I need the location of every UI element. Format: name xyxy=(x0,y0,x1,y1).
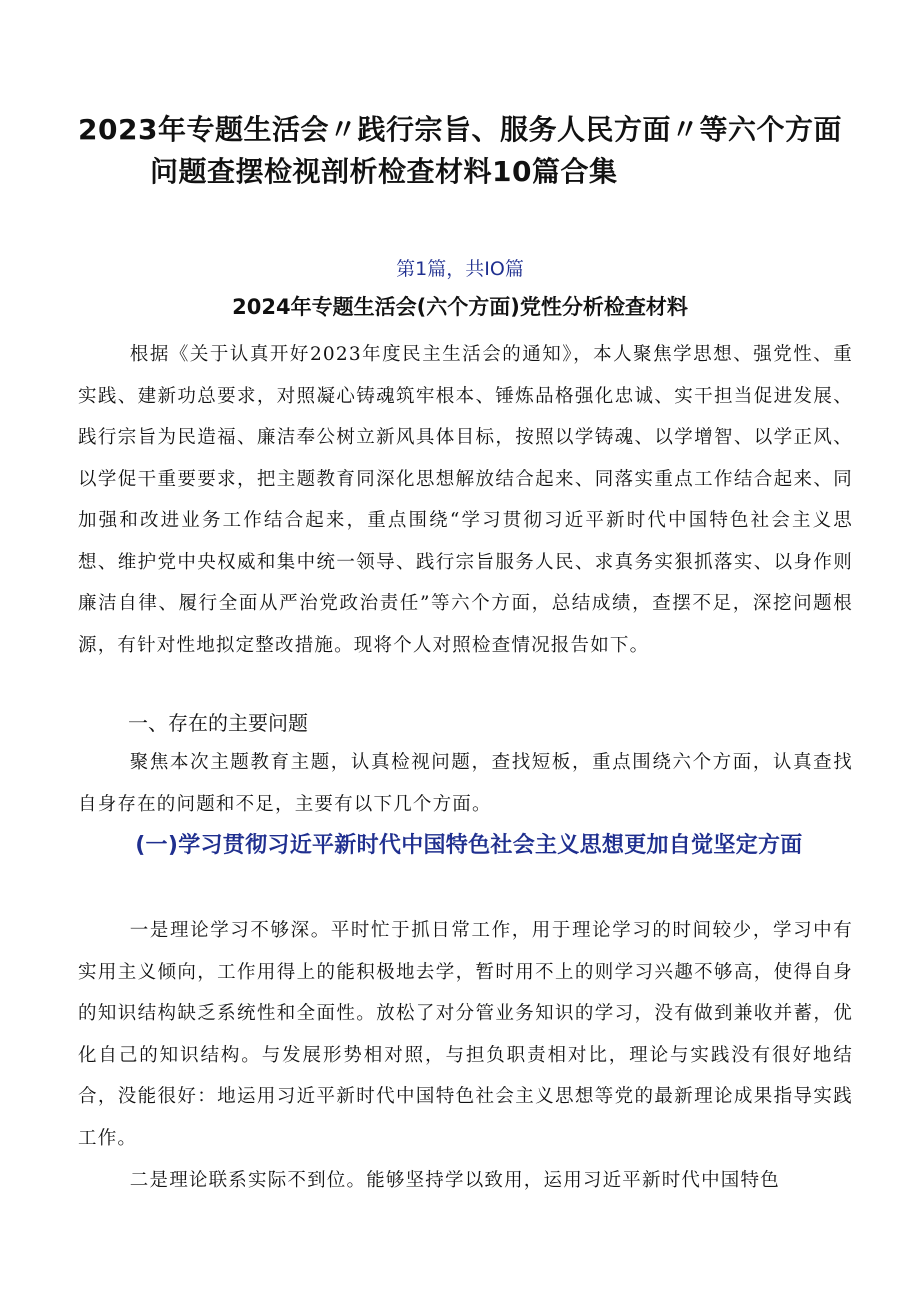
document-title-line-2: 问题查摆检视剖析检查材料10篇合集 xyxy=(150,155,618,188)
article-subtitle: 2024年专题生活会(六个方面)党性分析检查材料 xyxy=(232,295,688,319)
focus-paragraph: 聚焦本次主题教育主题，认真检视问题，查找短板，重点围绕六个方面，认真查找自身存在的问题和不足，主要有以下几个方面。 xyxy=(78,752,853,815)
point-one-paragraph: 一是理论学习不够深。平时忙于抓日常工作，用于理论学习的时间较少，学习中有实用主义倾向，工作用得上的能积极地去学，暂时用不上的则学习兴趣不够高，使得自身的知识结构缺乏系统性和全面性。放松了对分管业务知识的学习，没有做到兼收并蓄，优化自己的知识结构。与发展形势相对照，与担负职责相对比，理论与实践没有很好地结合，没能很好：地运用习近平新时代中国特色社会主义思想等党的最新理论成果指导实践工作。 xyxy=(78,920,853,1149)
subsection-heading: (一)学习贯彻习近平新时代中国特色社会主义思想更加自觉坚定方面 xyxy=(135,833,803,858)
document-title-line-1: 2023年专题生活会〃践行宗旨、服务人民方面〃等六个方面 xyxy=(78,113,842,146)
intro-paragraph: 根据《关于认真开好2023年度民主生活会的通知》，本人聚焦学思想、强党性、重实践、建新功总要求，对照凝心铸魂筑牢根本、锤炼品格强化忠诚、实干担当促进发展、践行宗旨为民造福、廉洁奉公树立新风具体目标，按照以学铸魂、以学增智、以学正风、以学促干重要要求，把主题教育同深化思想解放结合起来、同落实重点工作结合起来、同加强和改进业务工作结合起来，重点围绕“学习贯彻习近平新时代中国特色社会主义思想、维护党中央权威和集中统一领导、践行宗旨服务人民、求真务实狠抓落实、以身作则廉洁自律、履行全面从严治党政治责任”等六个方面，总结成绩，查摆不足，深挖问题根源，有针对性地拟定整改措施。现将个人对照检查情况报告如下。 xyxy=(78,344,853,656)
part-label: 第1篇，共IO篇 xyxy=(396,258,524,280)
section-heading: 一、存在的主要问题 xyxy=(128,711,308,735)
point-two-paragraph: 二是理论联系实际不到位。能够坚持学以致用，运用习近平新时代中国特色 xyxy=(129,1170,780,1191)
